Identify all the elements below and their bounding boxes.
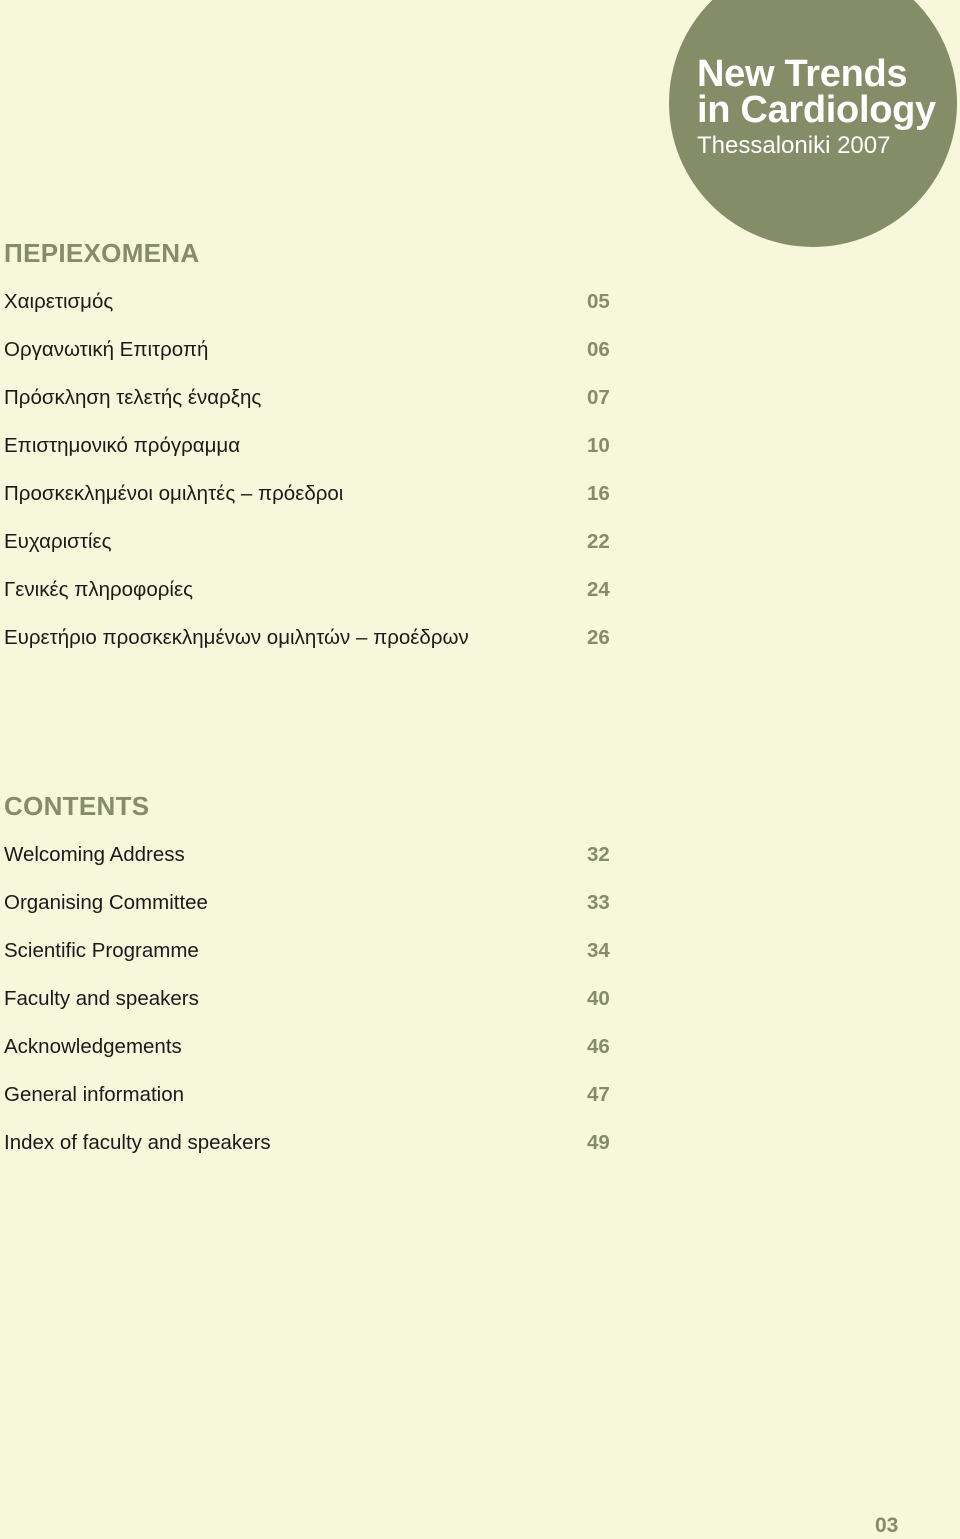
toc-item-page: 05 xyxy=(587,290,610,313)
toc-item-label: Προσκεκλημένοι ομιλητές – πρόεδροι xyxy=(4,482,344,505)
toc-item[interactable] xyxy=(4,891,624,939)
toc-item-label: Ευχαριστίες xyxy=(4,530,112,553)
english-contents-title: CONTENTS xyxy=(4,791,150,821)
toc-item[interactable] xyxy=(4,482,624,530)
toc-item[interactable] xyxy=(4,987,624,1035)
toc-item-label: Welcoming Address xyxy=(4,843,185,866)
toc-item-page: 22 xyxy=(587,530,610,553)
toc-item-page: 33 xyxy=(587,891,610,914)
event-badge-text xyxy=(697,53,936,161)
badge-title-line-2: in Cardiology xyxy=(697,89,936,131)
toc-item-page: 26 xyxy=(587,626,610,649)
toc-item-label: Scientific Programme xyxy=(4,939,199,962)
toc-item-page: 49 xyxy=(587,1131,610,1154)
toc-item[interactable] xyxy=(4,290,624,338)
toc-item[interactable] xyxy=(4,386,624,434)
toc-item-page: 46 xyxy=(587,1035,610,1058)
toc-item-label: Επιστημονικό πρόγραμμα xyxy=(4,434,241,457)
toc-item[interactable] xyxy=(4,434,624,482)
toc-item-page: 10 xyxy=(587,434,610,457)
toc-item[interactable] xyxy=(4,1083,624,1131)
toc-item-page: 34 xyxy=(587,939,610,962)
toc-item-label: Acknowledgements xyxy=(4,1035,182,1058)
toc-item-page: 07 xyxy=(587,386,610,409)
toc-item-label: Ευρετήριο προσκεκλημένων ομιλητών – προέδρων xyxy=(4,626,469,649)
toc-item[interactable] xyxy=(4,338,624,386)
toc-item-page: 24 xyxy=(587,578,610,601)
toc-item[interactable] xyxy=(4,626,624,674)
toc-item[interactable] xyxy=(4,530,624,578)
english-contents-list xyxy=(4,843,624,1179)
toc-item-page: 47 xyxy=(587,1083,610,1106)
toc-item[interactable] xyxy=(4,578,624,626)
toc-item-label: Γενικές πληροφορίες xyxy=(4,578,193,601)
greek-contents-title: ΠΕΡΙΕΧΟΜΕΝΑ xyxy=(4,238,200,268)
toc-item[interactable] xyxy=(4,1035,624,1083)
toc-item-page: 16 xyxy=(587,482,610,505)
toc-item-label: Χαιρετισμός xyxy=(4,290,114,313)
badge-subtitle: Thessaloniki 2007 xyxy=(697,132,891,159)
toc-item-label: General information xyxy=(4,1083,185,1106)
toc-item[interactable] xyxy=(4,1131,624,1179)
greek-contents-list xyxy=(4,290,624,674)
toc-item-label: Index of faculty and speakers xyxy=(4,1131,271,1154)
toc-item-page: 06 xyxy=(587,338,610,361)
badge-title-line-1: New Trends xyxy=(697,53,908,95)
toc-item[interactable] xyxy=(4,843,624,891)
page-number: 03 xyxy=(875,1514,899,1537)
toc-item[interactable] xyxy=(4,939,624,987)
toc-item-label: Faculty and speakers xyxy=(4,987,199,1010)
toc-item-label: Organising Committee xyxy=(4,891,208,914)
toc-item-page: 40 xyxy=(587,987,610,1010)
toc-item-label: Οργανωτική Επιτροπή xyxy=(4,338,209,361)
toc-item-page: 32 xyxy=(587,843,610,866)
toc-item-label: Πρόσκληση τελετής έναρξης xyxy=(4,386,262,409)
